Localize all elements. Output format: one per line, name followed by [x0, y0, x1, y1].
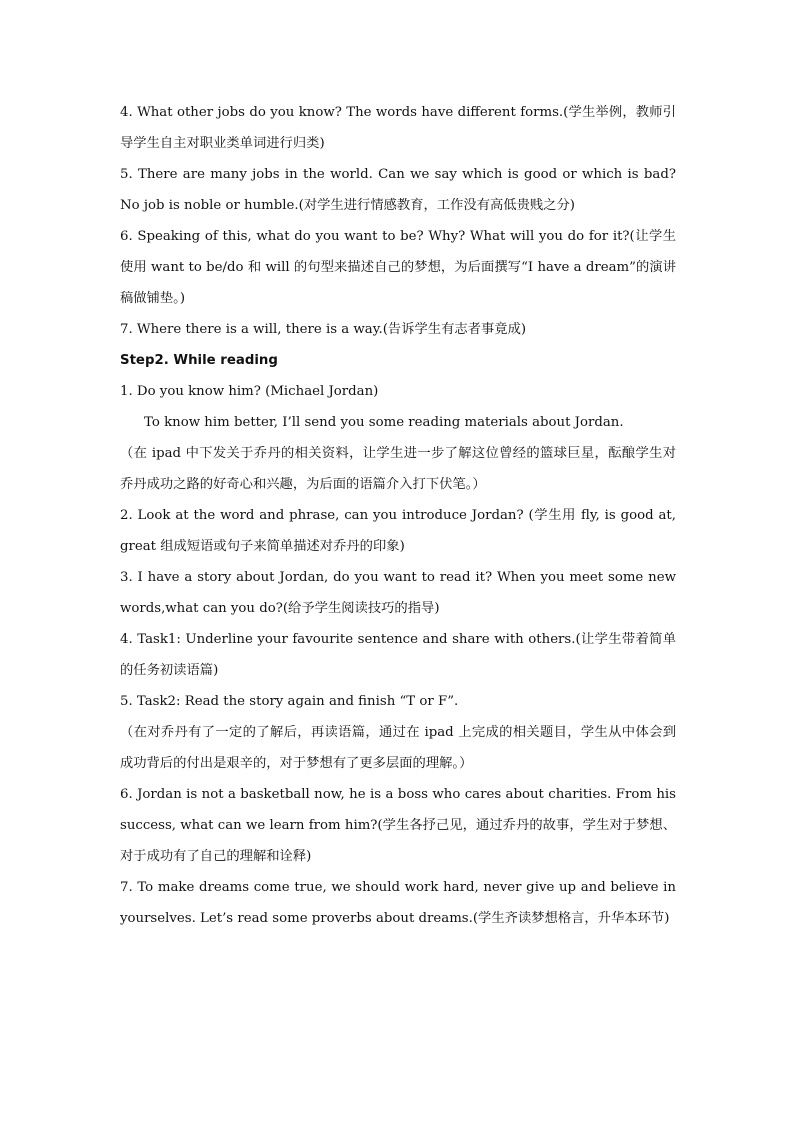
document-body: [120, 97, 676, 934]
section-heading-while-reading: Step2. While reading: [120, 353, 278, 368]
paragraph-reading-materials: To know him better, I’ll send you some reading materials about Jordan.: [144, 415, 624, 430]
paragraph-story-new-words: 3. I have a story about Jordan, do you want to read it? When you meet some new words,what can you do?(给予学生阅读技巧的指导): [120, 570, 676, 616]
paragraph-proverbs: 7. To make dreams come true, we should work hard, never give up and believe in yourselves. Let’s read some proverbs about dreams.(学生齐读梦想格言，升华本环节): [120, 880, 676, 926]
paragraph-will-way: 7. Where there is a will, there is a way.(告诉学生有志者事竟成): [120, 322, 527, 337]
paragraph-ipad-materials-note: （在 ipad 中下发关于乔丹的相关资料，让学生进一步了解这位曾经的篮球巨星，酝酿学生对乔丹成功之路的好奇心和兴趣，为后面的语篇介入打下伏笔。）: [120, 446, 676, 492]
paragraph-jobs-good-bad: 5. There are many jobs in the world. Can we say which is good or which is bad? No job is noble or humble.(对学生进行情感教育，工作没有高低贵贱之分): [120, 167, 676, 213]
paragraph-task2: 5. Task2: Read the story again and finish “T or F”.: [120, 694, 459, 709]
paragraph-jordan-success: 6. Jordan is not a basketball now, he is a boss who cares about charities. From his success, what can we learn from him?(学生各抒己见，通过乔丹的故事，学生对于梦想、对于成功有了自己的理解和诠释): [120, 787, 676, 864]
paragraph-want-to-be: 6. Speaking of this, what do you want to be? Why? What will you do for it?(让学生使用 want to be/do 和 will 的句型来描述自己的梦想，为后面撰写“I have a dream”的演讲稿做铺垫。): [120, 229, 676, 306]
paragraph-introduce-jordan: 2. Look at the word and phrase, can you introduce Jordan? (学生用 fly, is good at, great 组成短语或句子来简单描述对乔丹的印象): [120, 508, 676, 554]
paragraph-task2-note: （在对乔丹有了一定的了解后，再读语篇，通过在 ipad 上完成的相关题目，学生从中体会到成功背后的付出是艰辛的，对于梦想有了更多层面的理解。）: [120, 725, 676, 771]
paragraph-task1: 4. Task1: Underline your favourite sentence and share with others.(让学生带着简单的任务初读语篇): [120, 632, 676, 678]
paragraph-know-him: 1. Do you know him? (Michael Jordan): [120, 384, 379, 399]
paragraph-job-forms: 4. What other jobs do you know? The words have different forms.(学生举例，教师引导学生自主对职业类单词进行归类): [120, 105, 676, 151]
